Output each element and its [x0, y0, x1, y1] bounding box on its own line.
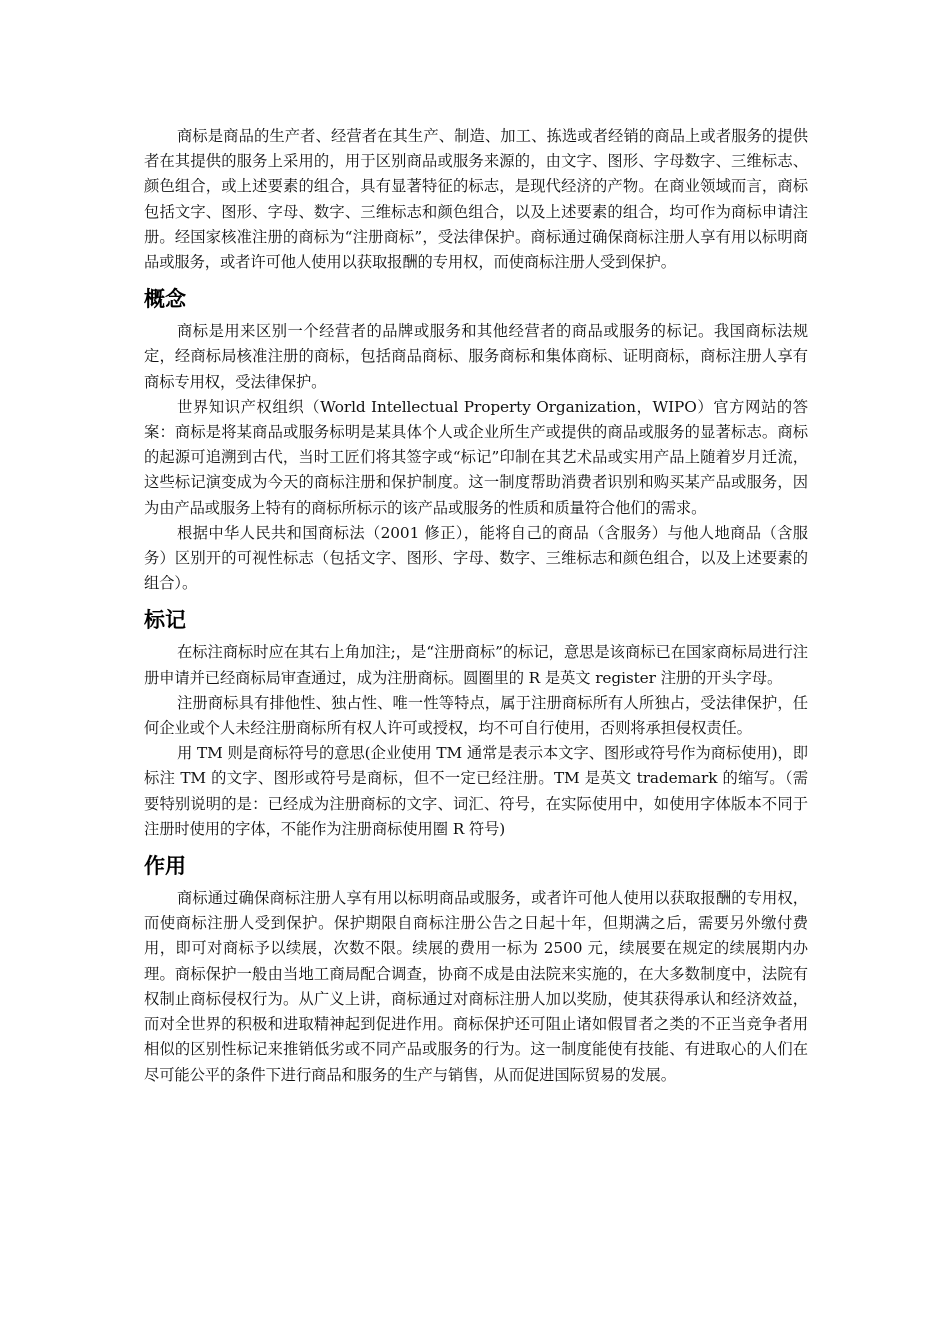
document-page: [144, 124, 808, 1088]
concept-paragraph-1: 商标是用来区别一个经营者的品牌或服务和其他经营者的商品或服务的标记。我国商标法规定，经商标局核准注册的商标，包括商品商标、服务商标和集体商标、证明商标，商标注册人享有商标专用权，受法律保护。: [144, 322, 808, 391]
intro-paragraph: 商标是商品的生产者、经营者在其生产、制造、加工、拣选或者经销的商品上或者服务的提供者在其提供的服务上采用的，用于区别商品或服务来源的，由文字、图形、字母数字、三维标志、颜色组合，或上述要素的组合，具有显著特征的标志，是现代经济的产物。在商业领域而言，商标包括文字、图形、字母、数字、三维标志和颜色组合，以及上述要素的组合，均可作为商标申请注册。经国家核准注册的商标为“注册商标”，受法律保护。商标通过确保商标注册人享有用以标明商品或服务，或者许可他人使用以获取报酬的专用权，而使商标注册人受到保护。: [144, 127, 808, 272]
mark-paragraph-2: 注册商标具有排他性、独占性、唯一性等特点，属于注册商标所有人所独占，受法律保护，任何企业或个人未经注册商标所有权人许可或授权，均不可自行使用，否则将承担侵权责任。: [144, 693, 808, 738]
mark-paragraph-1: 在标注商标时应在其右上角加注;，是“注册商标”的标记，意思是该商标已在国家商标局进行注册申请并已经商标局审查通过，成为注册商标。圆圈里的 R 是英文 register 注册的开头字母。: [144, 643, 808, 687]
mark-paragraph-3: 用 TM 则是商标符号的意思(企业使用 TM 通常是表示本文字、图形或符号作为商标使用)，即标注 TM 的文字、图形或符号是商标，但不一定已经注册。TM 是英文 trademark 的缩写。（需要特别说明的是：已经成为注册商标的文字、词汇、符号，在实际使用中，如使用字体版本不同于注册时使用的字体，不能作为注册商标使用圈 R 符号): [144, 744, 808, 838]
role-paragraph-1: 商标通过确保商标注册人享有用以标明商品或服务，或者许可他人使用以获取报酬的专用权，而使商标注册人受到保护。保护期限自商标注册公告之日起十年，但期满之后，需要另外缴付费用，即可对商标予以续展，次数不限。续展的费用一标为 2500 元，续展要在规定的续展期内办理。商标保护一般由当地工商局配合调查，协商不成是由法院来实施的，在大多数制度中，法院有权制止商标侵权行为。从广义上讲，商标通过对商标注册人加以奖励，使其获得承认和经济效益，而对全世界的积极和进取精神起到促进作用。商标保护还可阻止诸如假冒者之类的不正当竞争者用相似的区别性标记来推销低劣或不同产品或服务的行为。这一制度能使有技能、有进取心的人们在尽可能公平的条件下进行商品和服务的生产与销售，从而促进国际贸易的发展。: [144, 889, 808, 1084]
concept-paragraph-2: 世界知识产权组织（World Intellectual Property Organization，WIPO）官方网站的答案：商标是将某商品或服务标明是某具体个人或企业所生产或提供的商品或服务的显著标志。商标的起源可追溯到古代，当时工匠们将其签字或“标记”印制在其艺术品或实用产品上随着岁月迁流，这些标记演变成为今天的商标注册和保护制度。这一制度帮助消费者识别和购买某产品或服务，因为由产品或服务上特有的商标所标示的该产品或服务的性质和质量符合他们的需求。: [144, 397, 808, 517]
section-mark: [144, 606, 808, 842]
section-heading-role: 作用: [144, 854, 186, 879]
section-heading-concept: 概念: [144, 287, 186, 312]
section-role: [144, 852, 808, 1088]
section-heading-mark: 标记: [144, 608, 186, 633]
concept-paragraph-3: 根据中华人民共和国商标法（2001 修正），能将自己的商品（含服务）与他人地商品（含服务）区别开的可视性标志（包括文字、图形、字母、数字、三维标志和颜色组合，以及上述要素的组合）。: [144, 523, 808, 593]
section-concept: [144, 285, 808, 596]
